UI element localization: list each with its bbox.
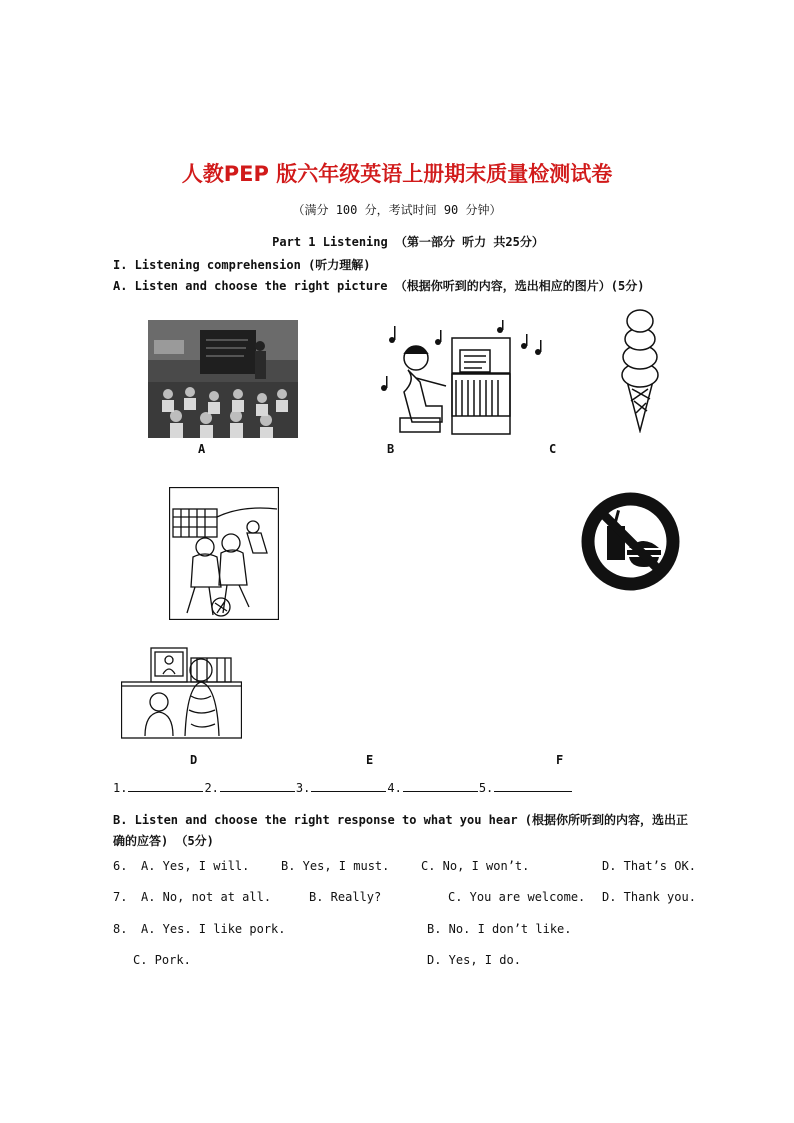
question-number: 8. [113, 922, 128, 936]
option-letter-a: A [198, 442, 206, 456]
instruction-b-line2: 确的应答) （5分) [113, 834, 214, 848]
answer-blank-4[interactable] [403, 781, 478, 792]
answer-number: 3. [295, 781, 311, 795]
page-title: 人教PEP 版六年级英语上册期末质量检测试卷 [181, 162, 613, 186]
q6-option-b: B. Yes, I must. [281, 859, 390, 873]
answer-blank-1[interactable] [128, 781, 203, 792]
q8-option-d: D. Yes, I do. [427, 953, 521, 967]
section-heading: I. Listening comprehension (听力理解) [113, 258, 371, 272]
q7-option-c: C. You are welcome. [448, 890, 586, 904]
q7-option-a: A. No, not at all. [141, 890, 272, 904]
q6-option-a: A. Yes, I will. [141, 859, 250, 873]
people-watching-tv-icon [121, 644, 242, 739]
answer-number: 5. [478, 781, 494, 795]
classroom-photo-icon [148, 320, 298, 438]
q6-option-d: D. That’s OK. [602, 859, 696, 873]
option-letter-c: C [549, 442, 557, 456]
q6-option-c: C. No, I won’t. [421, 859, 530, 873]
answer-blank-2[interactable] [220, 781, 295, 792]
option-letter-d: D [190, 753, 198, 767]
q8-option-a: A. Yes. I like pork. [141, 922, 286, 936]
option-letter-f: F [556, 753, 564, 767]
option-letter-b: B [387, 442, 395, 456]
answer-number: 2. [204, 781, 219, 795]
option-letter-e: E [366, 753, 374, 767]
instruction-b-line1: B. Listen and choose the right response to what you hear (根据你所听到的内容，选出正 [113, 813, 689, 827]
answer-blanks-row [113, 781, 573, 795]
answer-number: 4. [387, 781, 402, 795]
boy-playing-piano-icon [378, 318, 550, 438]
q7-option-b: B. Really? [309, 890, 382, 904]
part-heading: Part 1 Listening （第一部分 听力 共25分） [272, 235, 544, 249]
answer-blank-5[interactable] [494, 781, 572, 792]
q8-option-b: B. No. I don’t like. [427, 922, 572, 936]
question-number: 7. [113, 890, 128, 904]
q7-option-d: D. Thank you. [602, 890, 696, 904]
boys-playing-football-icon [169, 487, 279, 620]
instruction-a: A. Listen and choose the right picture （根据你听到的内容，选出相应的图片）(5分) [113, 279, 645, 293]
no-food-drink-sign-icon [577, 488, 684, 595]
answer-blank-3[interactable] [311, 781, 386, 792]
answer-number: 1. [113, 781, 128, 795]
ice-cream-cone-icon [617, 303, 663, 433]
score-time-note: （满分 100 分，考试时间 90 分钟） [292, 203, 502, 217]
q8-option-c: C. Pork. [133, 953, 191, 967]
question-number: 6. [113, 859, 128, 873]
